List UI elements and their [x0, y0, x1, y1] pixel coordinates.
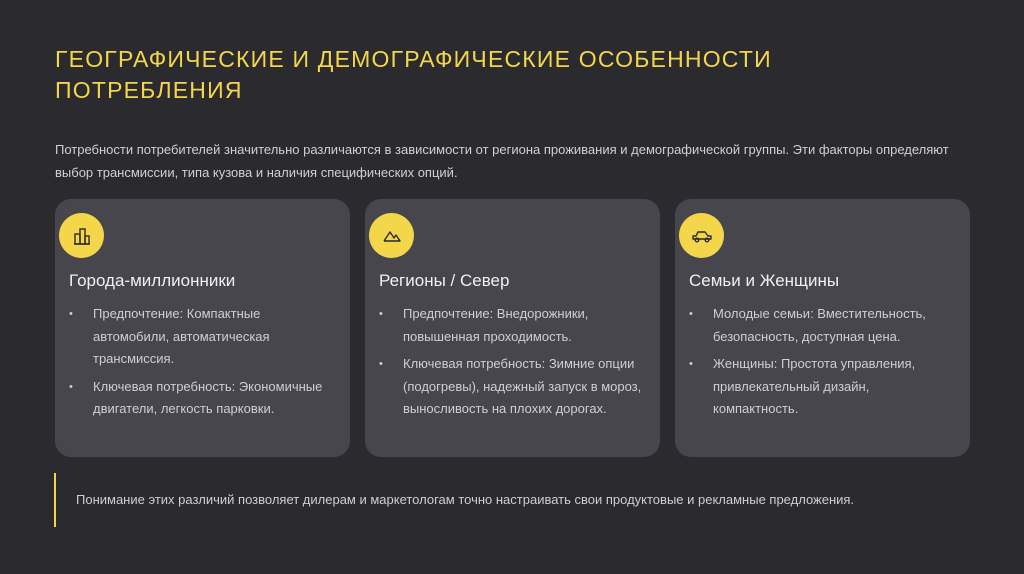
card-cities — [55, 199, 350, 457]
car-icon — [679, 213, 724, 258]
list-item: • Женщины: Простота управления, привлекательный дизайн, компактность. — [689, 353, 954, 421]
card-title: Семьи и Женщины — [689, 271, 840, 290]
accent-bar — [54, 473, 56, 527]
page-title — [55, 44, 955, 106]
intro-text: Потребности потребителей значительно различаются в зависимости от региона проживания и демографической группы. Эти факторы определяют выбор трансмиссии, типа кузова и наличия специфических опций. — [55, 142, 949, 180]
footer-note: Понимание этих различий позволяет дилерам и маркетологам точно настраивать свои продуктовые и рекламные предложения. — [76, 492, 855, 507]
card-title: Регионы / Север — [379, 271, 510, 290]
mountains-icon — [369, 213, 414, 258]
title-line-1: ГЕОГРАФИЧЕСКИЕ И ДЕМОГРАФИЧЕСКИЕ ОСОБЕННОСТИ — [55, 46, 772, 72]
list-item: • Ключевая потребность: Зимние опции (подогревы), надежный запуск в мороз, выносливость на плохих дорогах. — [379, 353, 644, 421]
list-item: • Предпочтение: Компактные автомобили, автоматическая трансмиссия. — [69, 303, 334, 371]
card-families — [675, 199, 970, 457]
list-item: • Ключевая потребность: Экономичные двигатели, легкость парковки. — [69, 376, 334, 421]
card-list — [69, 303, 334, 426]
list-item: • Молодые семьи: Вместительность, безопасность, доступная цена. — [689, 303, 954, 348]
title-line-2: ПОТРЕБЛЕНИЯ — [55, 77, 243, 103]
card-list — [689, 303, 954, 426]
card-regions — [365, 199, 660, 457]
city-buildings-icon — [59, 213, 104, 258]
card-title: Города-миллионники — [69, 271, 236, 290]
card-list — [379, 303, 644, 426]
list-item: • Предпочтение: Внедорожники, повышенная проходимость. — [379, 303, 644, 348]
